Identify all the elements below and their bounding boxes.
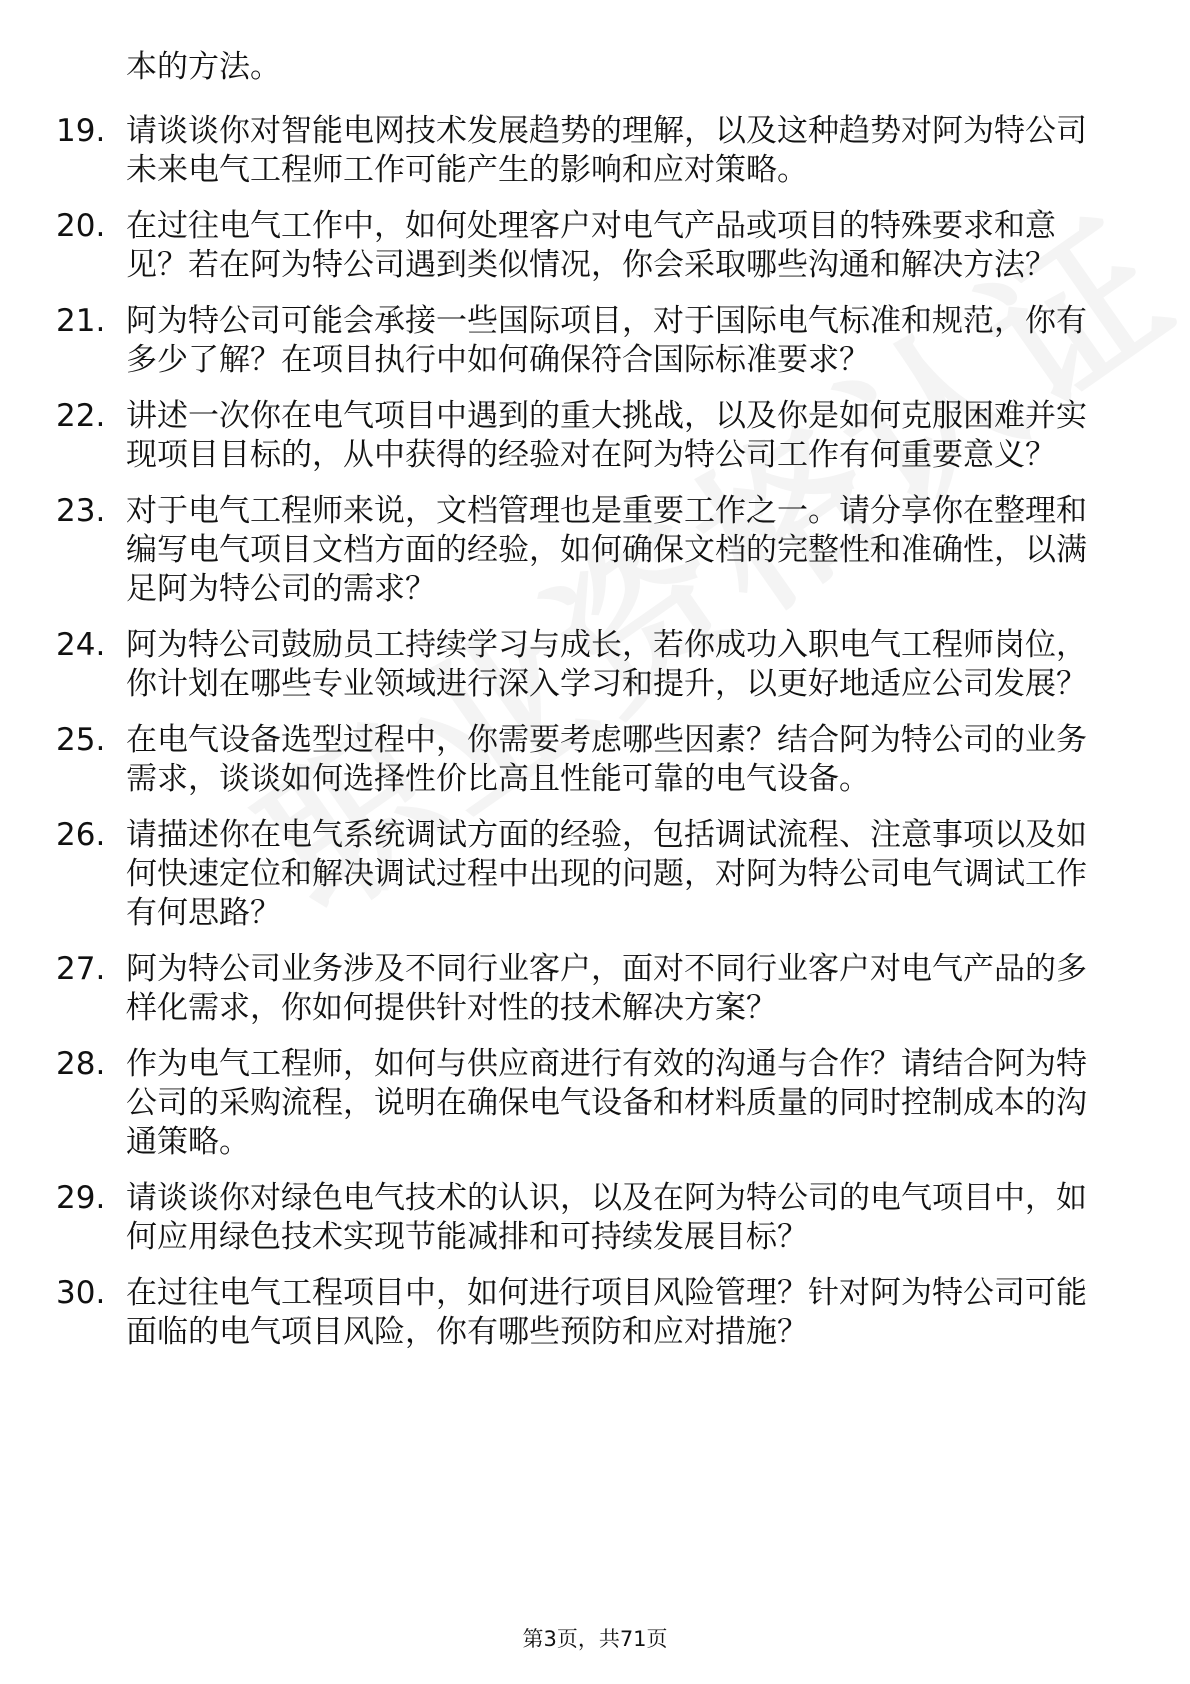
question-text: 在过往电气工程项目中，如何进行项目风险管理？针对阿为特公司可能面临的电气项目风险，你有哪些预防和应对措施？ bbox=[126, 1275, 1087, 1350]
question-item bbox=[56, 112, 1106, 190]
question-item bbox=[56, 207, 1106, 285]
question-number: 21. bbox=[56, 303, 106, 339]
question-number: 22. bbox=[56, 398, 106, 434]
question-text: 阿为特公司鼓励员工持续学习与成长，若你成功入职电气工程师岗位，你计划在哪些专业领域进行深入学习和提升，以更好地适应公司发展？ bbox=[126, 627, 1087, 702]
question-text: 在过往电气工作中，如何处理客户对电气产品或项目的特殊要求和意见？若在阿为特公司遇到类似情况，你会采取哪些沟通和解决方法？ bbox=[126, 208, 1056, 283]
question-item bbox=[56, 1179, 1106, 1257]
question-list bbox=[56, 112, 1106, 1369]
question-text: 请谈谈你对智能电网技术发展趋势的理解，以及这种趋势对阿为特公司未来电气工程师工作可能产生的影响和应对策略。 bbox=[126, 113, 1087, 188]
question-number: 28. bbox=[56, 1046, 106, 1082]
question-item bbox=[56, 816, 1106, 933]
continuation-text: 本的方法。 bbox=[126, 49, 281, 85]
question-number: 25. bbox=[56, 722, 106, 758]
question-item bbox=[56, 626, 1106, 704]
question-item bbox=[56, 1045, 1106, 1162]
question-number: 26. bbox=[56, 817, 106, 853]
question-item bbox=[56, 1274, 1106, 1352]
question-number: 27. bbox=[56, 951, 106, 987]
question-number: 30. bbox=[56, 1275, 106, 1311]
question-text: 讲述一次你在电气项目中遇到的重大挑战，以及你是如何克服困难并实现项目目标的，从中获得的经验对在阿为特公司工作有何重要意义？ bbox=[126, 398, 1087, 473]
question-item bbox=[56, 492, 1106, 609]
question-text: 阿为特公司业务涉及不同行业客户，面对不同行业客户对电气产品的多样化需求，你如何提供针对性的技术解决方案？ bbox=[126, 951, 1087, 1026]
question-text: 对于电气工程师来说，文档管理也是重要工作之一。请分享你在整理和编写电气项目文档方面的经验，如何确保文档的完整性和准确性，以满足阿为特公司的需求？ bbox=[126, 493, 1087, 607]
question-number: 20. bbox=[56, 208, 106, 244]
question-number: 29. bbox=[56, 1180, 106, 1216]
page-footer: 第3页，共71页 bbox=[522, 1627, 668, 1651]
question-item bbox=[56, 397, 1106, 475]
question-text: 请谈谈你对绿色电气技术的认识，以及在阿为特公司的电气项目中，如何应用绿色技术实现节能减排和可持续发展目标？ bbox=[126, 1180, 1087, 1255]
question-text: 作为电气工程师，如何与供应商进行有效的沟通与合作？请结合阿为特公司的采购流程，说明在确保电气设备和材料质量的同时控制成本的沟通策略。 bbox=[126, 1046, 1087, 1160]
question-item bbox=[56, 950, 1106, 1028]
question-number: 23. bbox=[56, 493, 106, 529]
question-item bbox=[56, 721, 1106, 799]
question-text: 阿为特公司可能会承接一些国际项目，对于国际电气标准和规范，你有多少了解？在项目执行中如何确保符合国际标准要求？ bbox=[126, 303, 1087, 378]
question-number: 24. bbox=[56, 627, 106, 663]
question-number: 19. bbox=[56, 113, 106, 149]
question-item bbox=[56, 302, 1106, 380]
question-text: 请描述你在电气系统调试方面的经验，包括调试流程、注意事项以及如何快速定位和解决调试过程中出现的问题，对阿为特公司电气调试工作有何思路？ bbox=[126, 817, 1087, 931]
question-text: 在电气设备选型过程中，你需要考虑哪些因素？结合阿为特公司的业务需求，谈谈如何选择性价比高且性能可靠的电气设备。 bbox=[126, 722, 1087, 797]
